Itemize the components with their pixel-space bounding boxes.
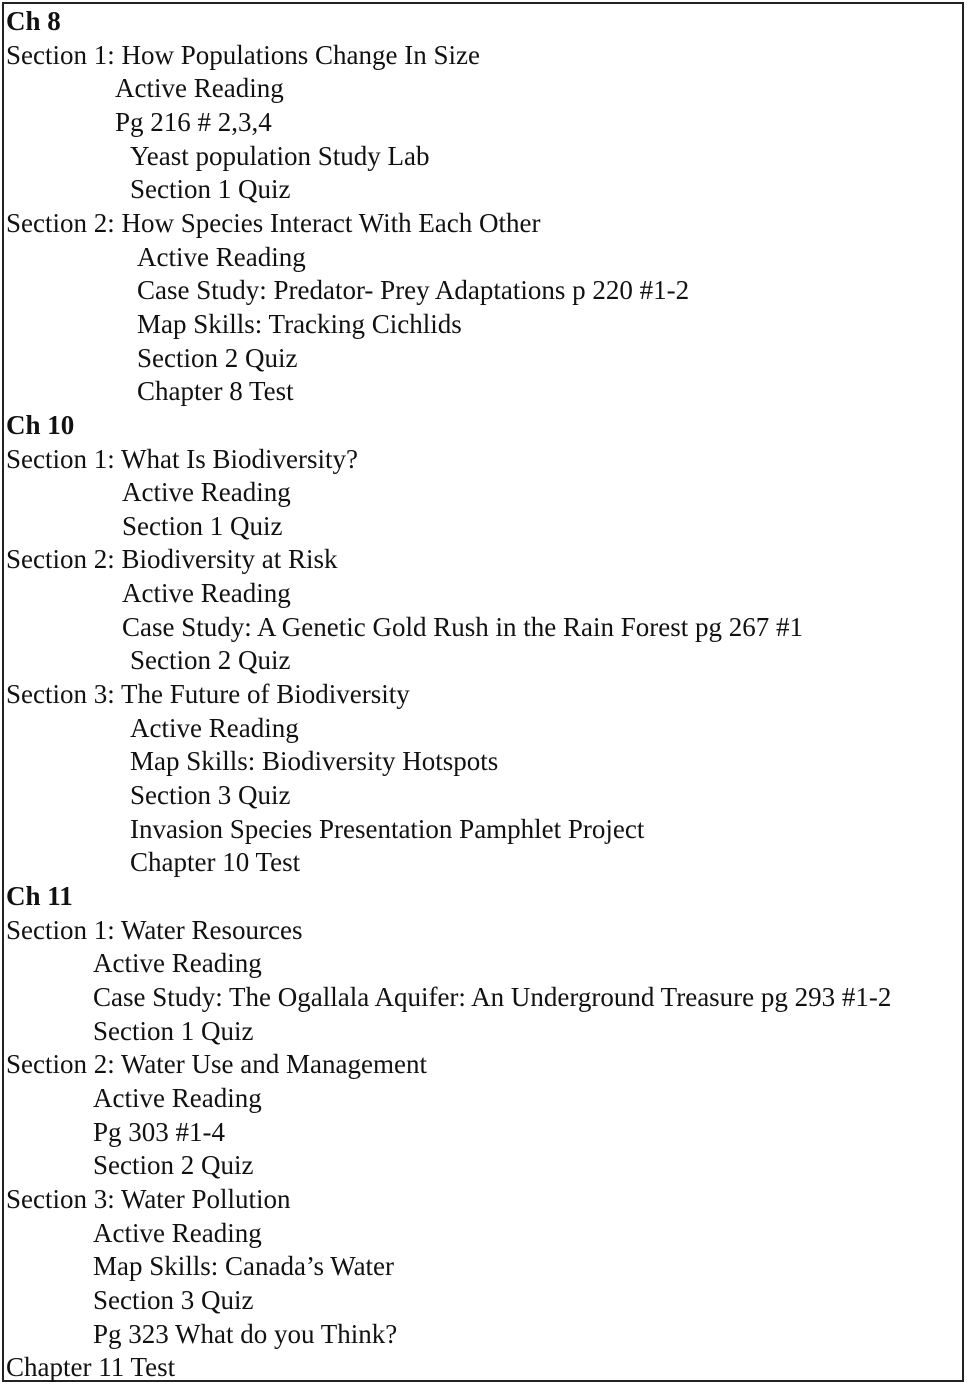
- assignment-item: Pg 303 #1-4: [93, 1117, 226, 1147]
- assignment-item: Section 2 Quiz: [130, 645, 291, 675]
- chapter-heading: Ch 10: [6, 410, 75, 440]
- assignment-item: Chapter 10 Test: [130, 847, 301, 877]
- closing-line: Chapter 11 Test: [6, 1352, 176, 1382]
- assignment-item: Case Study: A Genetic Gold Rush in the Rain Forest pg 267 #1: [122, 612, 803, 642]
- assignment-item: Chapter 8 Test: [137, 376, 294, 406]
- section-heading: Section 1: Water Resources: [6, 915, 303, 945]
- assignment-item: Section 2 Quiz: [137, 343, 298, 373]
- chapter-heading: Ch 11: [6, 881, 73, 911]
- assignment-item: Active Reading: [93, 1218, 262, 1248]
- section-heading: Section 2: Biodiversity at Risk: [6, 544, 338, 574]
- assignment-item: Invasion Species Presentation Pamphlet Project: [130, 814, 645, 844]
- assignment-item: Section 1 Quiz: [130, 174, 291, 204]
- section-heading: Section 1: What Is Biodiversity?: [6, 444, 358, 474]
- assignment-item: Case Study: Predator- Prey Adaptations p 220 #1-2: [137, 275, 690, 305]
- assignment-item: Section 1 Quiz: [93, 1016, 254, 1046]
- assignment-item: Active Reading: [115, 73, 284, 103]
- assignment-item: Active Reading: [93, 948, 262, 978]
- assignment-item: Section 1 Quiz: [122, 511, 283, 541]
- section-heading: Section 2: Water Use and Management: [6, 1049, 427, 1079]
- assignment-item: Section 2 Quiz: [93, 1150, 254, 1180]
- assignment-item: Case Study: The Ogallala Aquifer: An Underground Treasure pg 293 #1-2: [93, 982, 892, 1012]
- assignment-item: Map Skills: Biodiversity Hotspots: [130, 746, 499, 776]
- assignment-item: Active Reading: [130, 713, 299, 743]
- assignment-item: Map Skills: Canada’s Water: [93, 1251, 395, 1281]
- chapter-heading: Ch 8: [6, 6, 61, 36]
- section-heading: Section 1: How Populations Change In Size: [6, 40, 480, 70]
- assignment-item: Active Reading: [137, 242, 306, 272]
- assignment-item: Pg 216 # 2,3,4: [115, 107, 272, 137]
- assignment-item: Active Reading: [122, 578, 291, 608]
- section-heading: Section 3: Water Pollution: [6, 1184, 291, 1214]
- assignment-item: Active Reading: [122, 477, 291, 507]
- assignment-item: Pg 323 What do you Think?: [93, 1319, 398, 1349]
- assignment-item: Yeast population Study Lab: [130, 141, 430, 171]
- assignment-item: Map Skills: Tracking Cichlids: [137, 309, 462, 339]
- assignment-item: Active Reading: [93, 1083, 262, 1113]
- section-heading: Section 2: How Species Interact With Each Other: [6, 208, 541, 238]
- assignment-item: Section 3 Quiz: [130, 780, 291, 810]
- section-heading: Section 3: The Future of Biodiversity: [6, 679, 410, 709]
- assignment-item: Section 3 Quiz: [93, 1285, 254, 1315]
